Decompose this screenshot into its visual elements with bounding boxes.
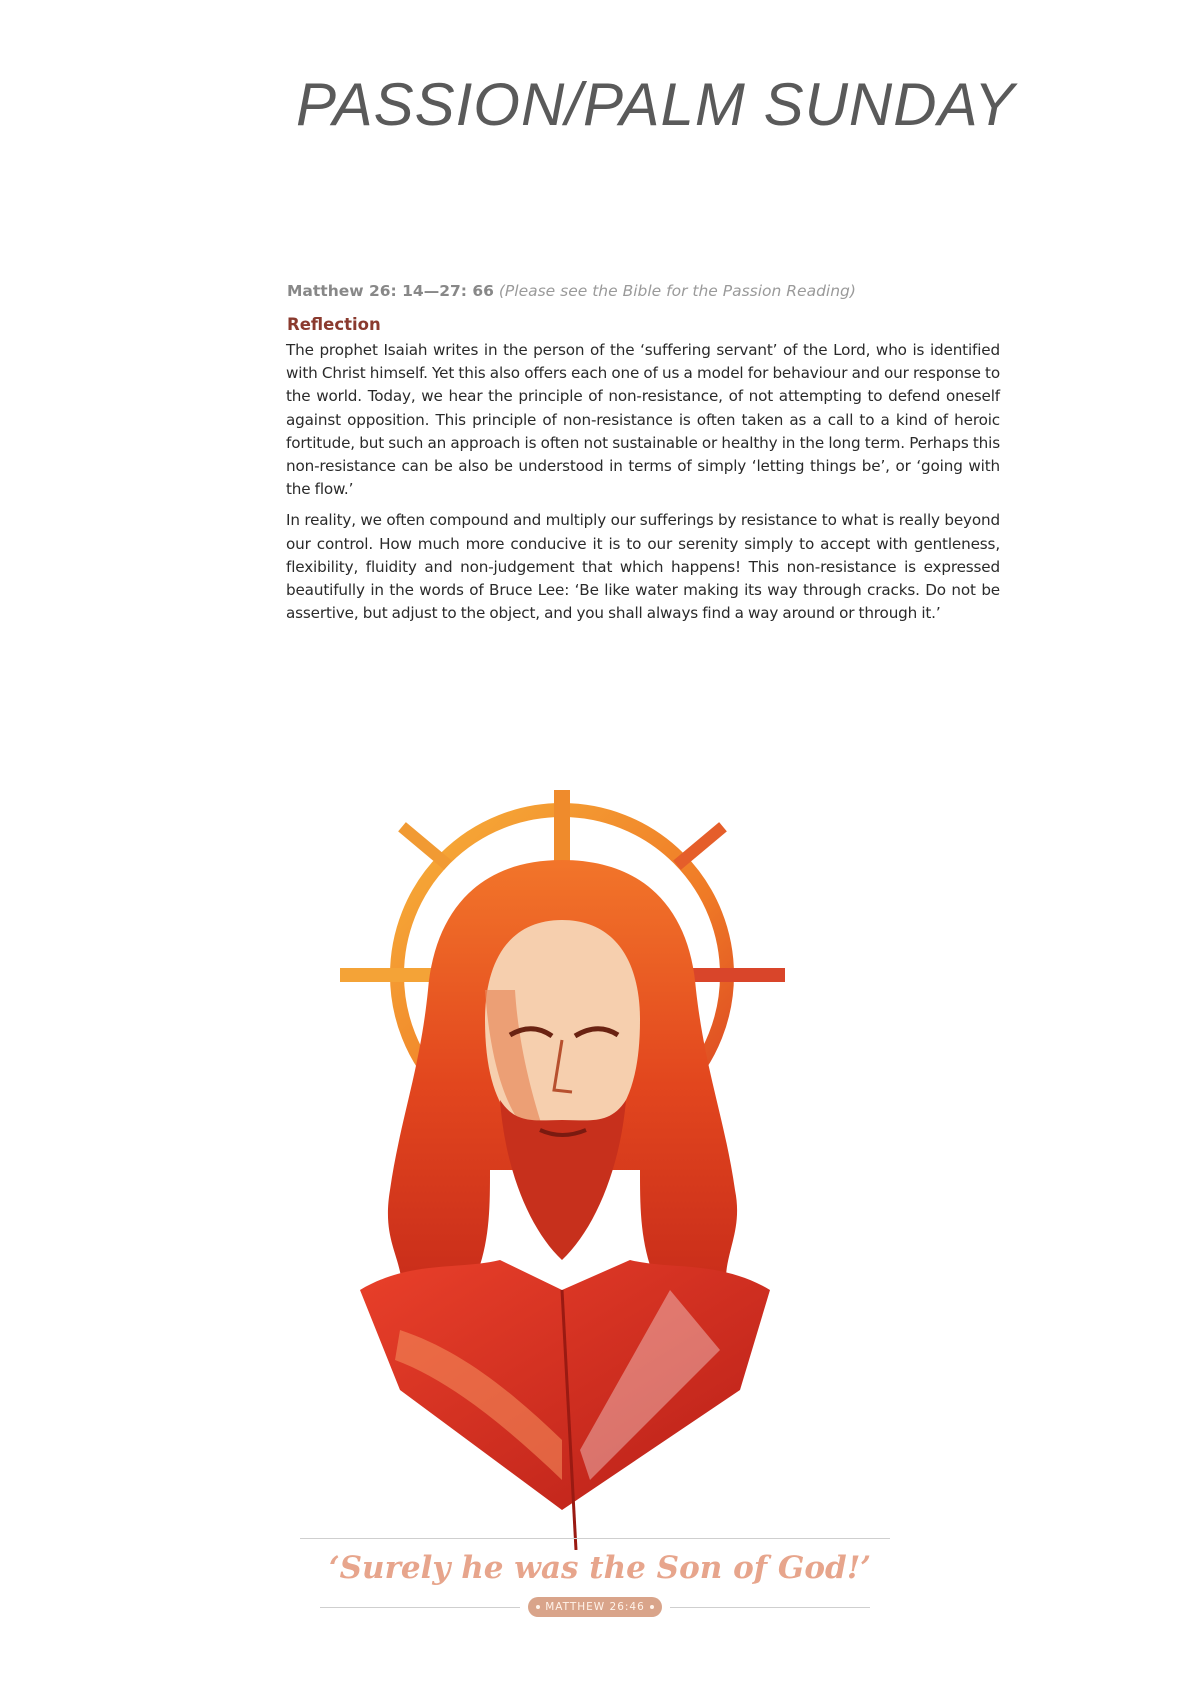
quote-rule-right	[670, 1607, 870, 1608]
paragraph: The prophet Isaiah writes in the person of the ‘suffering servant’ of the Lord, who is identified with Christ himself. Yet this also offers each one of us a model for behaviour and our response to the world. Today, we hear the principle of non-resistance, of not attempting to defend oneself against opposition. This principle of non-resistance is often taken as a call to a kind of heroic fortitude, but such an approach is often not sustainable or healthy in the long term. Perhaps this non-resistance can be also be understood in terms of simply ‘letting things be’, or ‘going with the flow.’	[286, 341, 1000, 499]
reading-note: (Please see the Bible for the Passion Reading)	[498, 282, 856, 300]
badge-dot-icon	[536, 1605, 540, 1609]
quote-rule-top	[300, 1538, 890, 1539]
quote-rule-left	[320, 1607, 520, 1608]
paragraph: In reality, we often compound and multiply our sufferings by resistance to what is really beyond our control. How much more conducive it is to our serenity simply to accept with gentleness, flexibility, fluidity and non-judgement that which happens! This non-resistance is expressed beautifully in the words of Bruce Lee: ‘Be like water making its way through cracks. Do not be assertive, but adjust to the object, and you shall always find a way around or through it.’	[286, 511, 1000, 623]
citation-text: MATTHEW 26:46	[545, 1601, 645, 1613]
illustration-quote: ‘Surely he was the Son of God!’	[328, 1550, 872, 1586]
badge-dot-icon	[650, 1605, 654, 1609]
reflection-body	[286, 339, 1000, 633]
christ-illustration	[340, 790, 860, 1550]
reading-reference: Matthew 26: 14—27: 66	[287, 282, 494, 300]
section-heading: Reflection	[287, 315, 381, 334]
robe-shape	[360, 1260, 770, 1510]
citation-badge	[528, 1597, 662, 1617]
page-title: PASSION/PALM SUNDAY	[296, 71, 1016, 138]
beard-shape	[500, 1100, 626, 1260]
reading-reference-line	[287, 282, 1047, 300]
